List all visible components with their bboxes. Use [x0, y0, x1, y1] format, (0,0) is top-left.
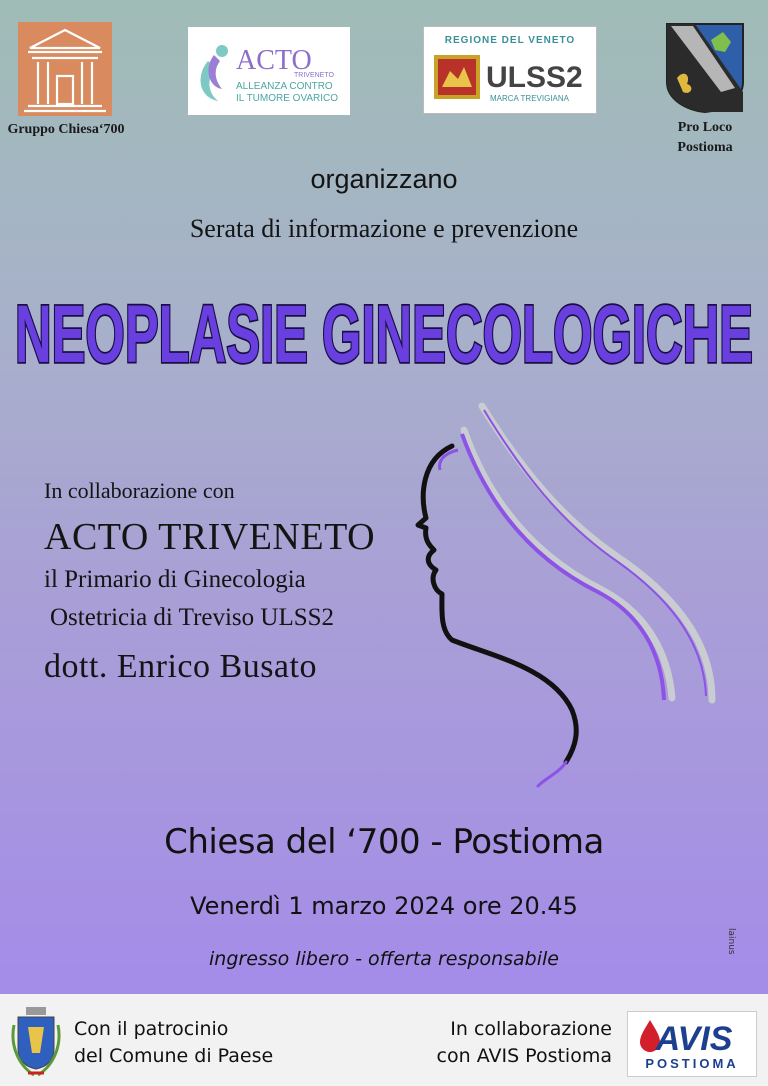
artist-signature: lainus [726, 928, 736, 955]
ulss-area-text: MARCA TREVIGIANA [490, 94, 569, 103]
event-entry-info: ingresso libero - offerta responsabile [209, 948, 559, 970]
pro-loco-label [652, 118, 758, 158]
comune-paese-crest [10, 1005, 62, 1079]
chiesa-group-label: Gruppo Chiesa‘700 [7, 122, 125, 137]
acto-logo-line1: ALLEANZA CONTRO [236, 81, 333, 92]
acto-triveneto-logo [188, 27, 350, 115]
avis-collab-line2: con AVIS Postioma [436, 1045, 612, 1067]
pro-loco-crest [665, 22, 745, 114]
chiesa-logo [18, 22, 112, 116]
acto-logo-line2: IL TUMORE OVARICO [236, 93, 339, 104]
woman-profile-illustration [412, 400, 732, 790]
patronage-line2: del Comune di Paese [74, 1045, 274, 1067]
event-subtitle: Serata di informazione e prevenzione [189, 214, 579, 243]
avis-collab-text [400, 1016, 612, 1070]
doctor-name: dott. Enrico Busato [44, 648, 317, 685]
headline-text: NEOPLASIE GINECOLOGICHE [15, 289, 753, 376]
event-date: Venerdì 1 marzo 2024 ore 20.45 [190, 892, 578, 920]
collab-role-line1: il Primario di Ginecologia [44, 566, 306, 593]
avis-logo-title: AVIS [655, 1020, 733, 1058]
pro-loco-label-line2: Postioma [677, 140, 733, 155]
event-venue: Chiesa del ‘700 - Postioma [164, 822, 604, 862]
patronage-text [74, 1016, 273, 1070]
pro-loco-label-line1: Pro Loco [677, 120, 733, 135]
ulss2-logo [423, 26, 597, 114]
ulss-name-text: ULSS2 [486, 61, 583, 94]
acto-logo-title: ACTO [236, 45, 312, 76]
collab-role-line2: Ostetricia di Treviso ULSS2 [50, 604, 335, 631]
event-headline [10, 286, 758, 380]
organizers-intro: organizzano [310, 164, 458, 194]
acto-logo-region: TRIVENETO [294, 72, 334, 79]
patronage-line1: Con il patrocinio [74, 1018, 229, 1040]
avis-postioma-logo [627, 1011, 757, 1077]
collab-organization: ACTO TRIVENETO [44, 516, 376, 558]
avis-logo-subtitle: POSTIOMA [645, 1056, 739, 1071]
avis-collab-line1: In collaborazione [450, 1018, 612, 1040]
ulss-region-text: REGIONE DEL VENETO [444, 35, 576, 46]
collab-intro: In collaborazione con [44, 478, 235, 503]
